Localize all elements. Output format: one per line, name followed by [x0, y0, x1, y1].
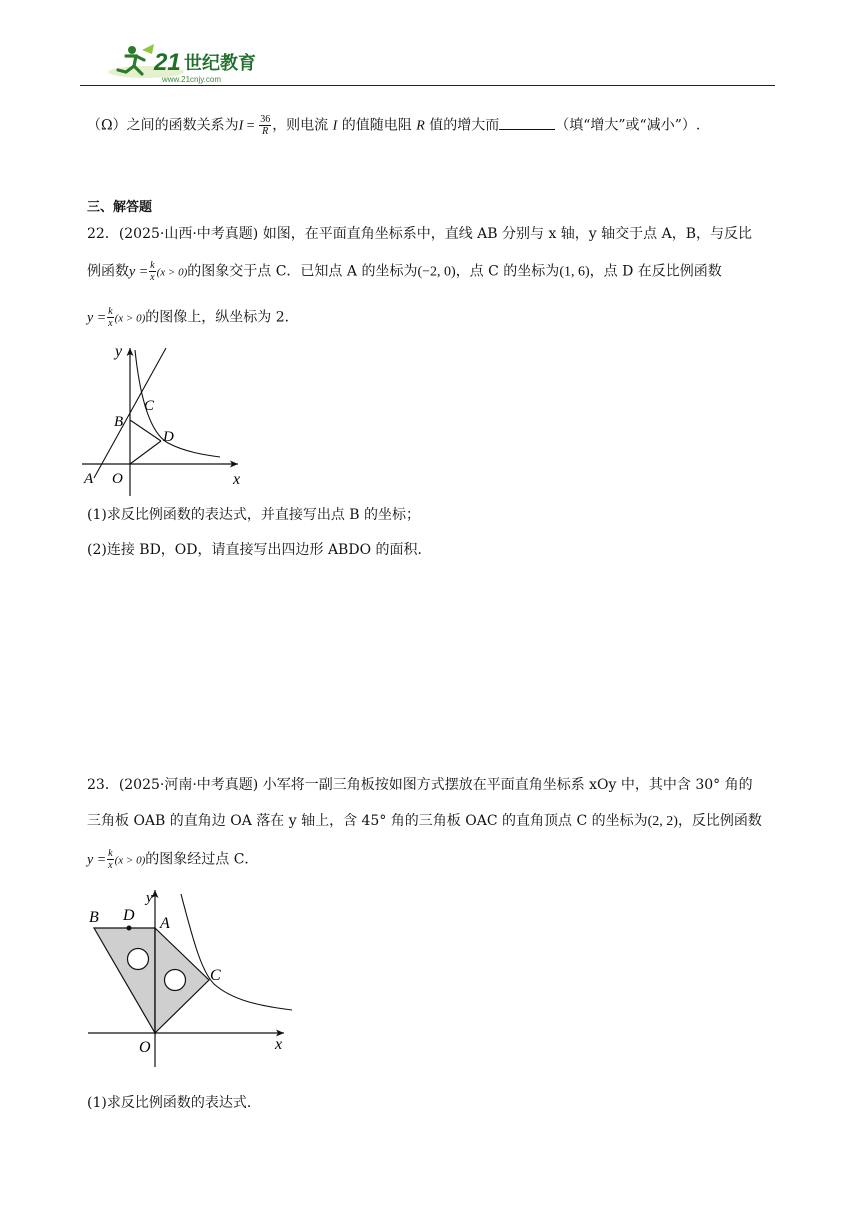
brand-logo: [104, 42, 279, 86]
q22-line2: 例函数y = $\frac{k}{x}$ (x > 0)的图象交于点 C．已知点 A 的坐标为(−2, 0)，点 C 的坐标为(1, 6)，点 D 在反比例函数: [87, 260, 722, 283]
q22-figure: [80, 338, 255, 498]
label-x: x: [233, 471, 241, 488]
label-d: D: [123, 907, 135, 924]
svg-text:世纪教育: 世纪教育: [184, 53, 256, 74]
q22-subquestion-2: (2)连接 BD，OD，请直接写出四边形 ABDO 的面积．: [87, 542, 432, 558]
fraction-36-over-R: $\frac{36}{R}$: [260, 114, 271, 137]
triangle-oab: [94, 928, 155, 1033]
q21-tail-line: （Ω）之间的函数关系为I = $\frac{36}{R}$ ，则电流 I 的值随电阻 R 值的增大而 （填“增大”或“减小”）.: [87, 114, 701, 137]
point-d: [127, 926, 132, 931]
q23-subquestion-1: (1)求反比例函数的表达式．: [87, 1095, 261, 1111]
segment-od: [130, 441, 161, 464]
q23-line1: 23．(2025·河南·中考真题) 小军将一副三角板按如图方式摆放在平面直角坐标系 xOy 中，其中含 30° 角的: [87, 777, 753, 793]
q22-subquestion-1: (1)求反比例函数的表达式，并直接写出点 B 的坐标；: [87, 507, 421, 523]
answer-blank[interactable]: [499, 115, 555, 130]
label-y: y: [146, 890, 153, 906]
label-c: C: [144, 398, 155, 414]
q22-line1: 22．(2025·山西·中考真题) 如图，在平面直角坐标系中，直线 AB 分别与 x 轴，y 轴交于点 A，B，与反比: [87, 226, 753, 242]
label-b: B: [114, 414, 124, 430]
label-d: D: [163, 429, 174, 445]
label-a: A: [84, 471, 94, 487]
logo-graphic: [104, 42, 279, 86]
header-divider: [80, 85, 775, 86]
q23-figure: [84, 884, 299, 1074]
label-c: C: [210, 967, 221, 984]
label-o: O: [139, 1039, 151, 1056]
label-x: x: [275, 1036, 283, 1053]
q23-line3: y = $\frac{k}{x}$ (x > 0)的图象经过点 C．: [87, 848, 259, 871]
label-a: A: [160, 915, 170, 932]
hyperbola-curve: [181, 894, 292, 1010]
svg-text:www.21cnjy.com: www.21cnjy.com: [162, 75, 221, 84]
hole-right: [165, 970, 186, 991]
hole-left: [128, 949, 149, 970]
label-b: B: [89, 909, 99, 926]
svg-text:21: 21: [154, 49, 181, 76]
q22-line3: y = $\frac{k}{x}$ (x > 0)的图像上，纵坐标为 2．: [87, 306, 299, 329]
segment-bd: [130, 420, 161, 441]
label-o: O: [112, 471, 123, 487]
section-heading: 三、解答题: [87, 200, 153, 215]
label-y: y: [115, 343, 123, 360]
q23-line2: 三角板 OAB 的直角边 OA 落在 y 轴上，含 45° 角的三角板 OAC 的直角顶点 C 的坐标为(2, 2)，反比例函数: [87, 813, 762, 829]
